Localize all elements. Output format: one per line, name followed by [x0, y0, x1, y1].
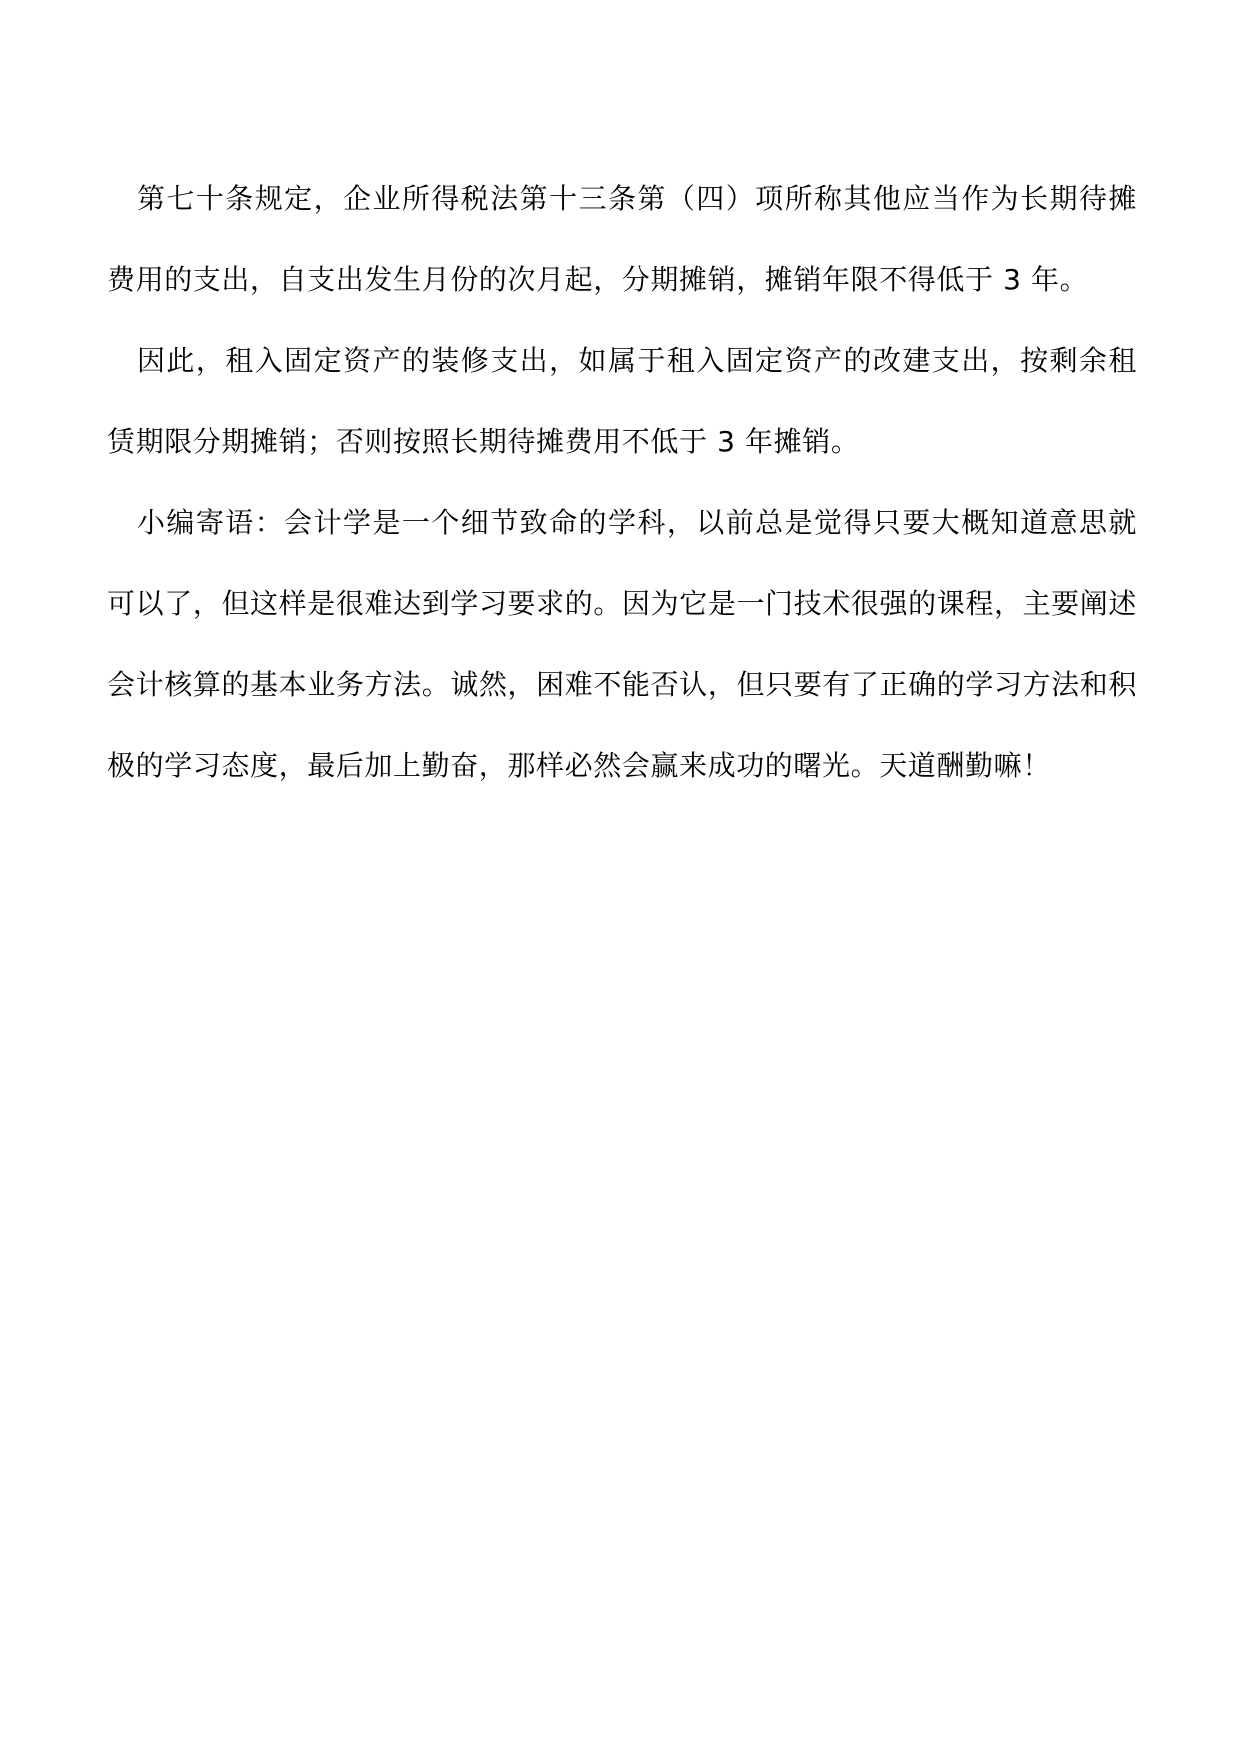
paragraph-1: 第七十条规定，企业所得税法第十三条第（四）项所称其他应当作为长期待摊费用的支出，自支出发生月份的次月起，分期摊销，摊销年限不得低于 3 年。: [107, 182, 1137, 296]
paragraph-2: 因此，租入固定资产的装修支出，如属于租入固定资产的改建支出，按剩余租赁期限分期摊销；否则按照长期待摊费用不低于 3 年摊销。: [107, 344, 1137, 458]
paragraph-3: 小编寄语：会计学是一个细节致命的学科，以前总是觉得只要大概知道意思就可以了，但这样是很难达到学习要求的。因为它是一门技术很强的课程，主要阐述会计核算的基本业务方法。诚然，困难不能否认，但只要有了正确的学习方法和积极的学习态度，最后加上勤奋，那样必然会赢来成功的曙光。天道酬勤嘛！: [107, 506, 1137, 782]
document-body: [107, 158, 1137, 806]
